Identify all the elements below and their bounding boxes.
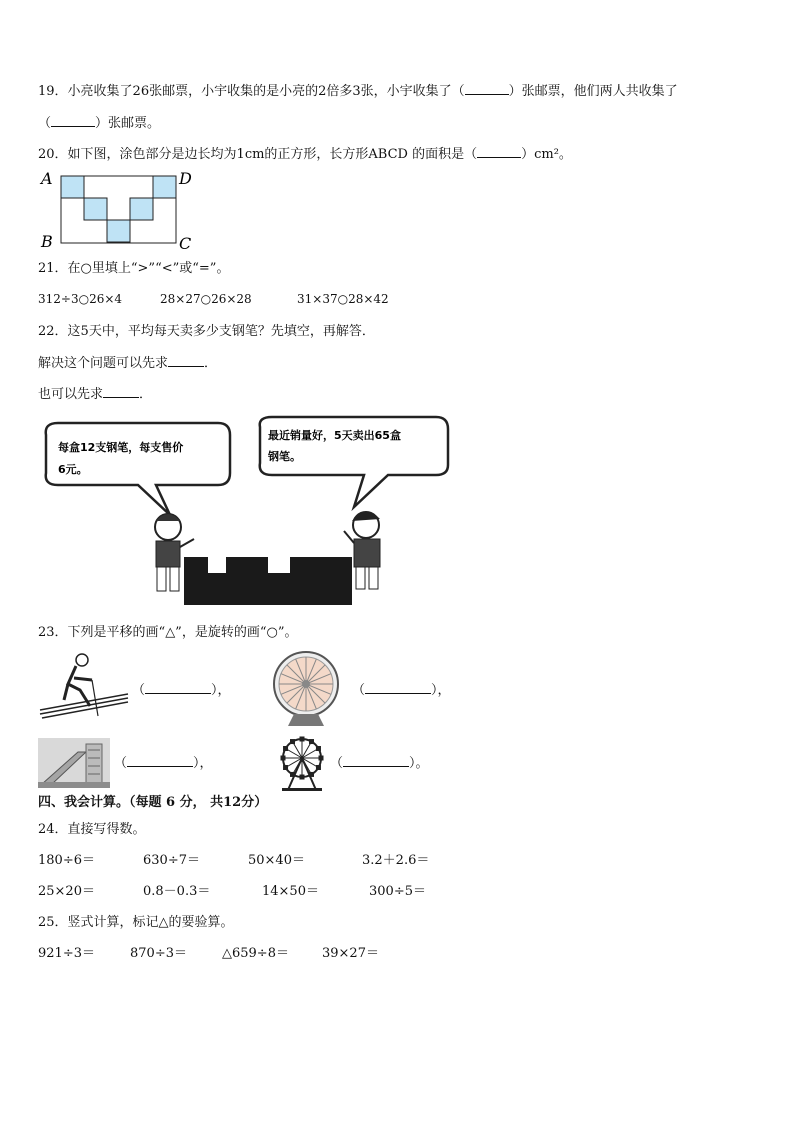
q22-line2-end: ．: [139, 387, 153, 402]
q24-item[interactable]: 0.8－0.3＝: [143, 884, 211, 899]
q24-item[interactable]: 300÷5＝: [369, 884, 426, 899]
fan-wheel-image: [268, 650, 344, 728]
section-4-title: 四、我会计算。（每题 6 分， 共12分）: [38, 795, 268, 810]
q19-blank-1[interactable]: [465, 94, 509, 95]
q23-open-2: （: [352, 683, 366, 698]
q21-item-1[interactable]: 312÷3○26×4: [38, 292, 123, 306]
label-b: B: [41, 232, 53, 251]
q23-answer-4: [330, 756, 429, 772]
q21-title: 21．在○里填上“>”“<”或“=”。: [38, 261, 230, 276]
q22-illustration: [38, 415, 458, 610]
q23-answer-2: [352, 683, 451, 699]
q23-blank-4[interactable]: [343, 766, 409, 767]
q19-close: ）张邮票。: [95, 116, 161, 131]
pen-boxes: [184, 557, 352, 605]
q20-rectangle-figure: [38, 168, 198, 252]
q23-title: 23．下列是平移的画“△”，是旋转的画“○”。: [38, 625, 298, 640]
q23-open-1: （: [132, 683, 146, 698]
q22-line1-text: 解决这个问题可以先求: [38, 356, 169, 371]
q22-blank-1[interactable]: [168, 366, 204, 367]
q20-line: [38, 147, 572, 163]
label-d: D: [179, 169, 192, 188]
q22-line2: [38, 387, 152, 403]
q21-item-3[interactable]: 31×37○28×42: [297, 292, 389, 306]
q25-title: 25．竖式计算，标记△的要验算。: [38, 915, 234, 930]
q24-title: 24．直接写得数。: [38, 822, 146, 837]
q23-answer-1: [132, 683, 231, 699]
q21-item-2[interactable]: 28×27○26×28: [160, 292, 252, 306]
q19-line2: [38, 116, 160, 132]
label-c: C: [179, 234, 192, 253]
q25-item[interactable]: 870÷3＝: [130, 946, 187, 961]
q22-title: 22．这5天中，平均每天卖多少支钢笔？先填空，再解答．: [38, 324, 375, 339]
shaded-square: [61, 176, 84, 198]
q22-blank-2[interactable]: [103, 397, 139, 398]
q24-item[interactable]: 14×50＝: [262, 884, 319, 899]
q19-blank-2[interactable]: [51, 126, 95, 127]
q23-close-1: ），: [211, 683, 231, 698]
shaded-squares: [61, 176, 176, 242]
q23-answer-3: [114, 756, 213, 772]
q23-open-4: （: [330, 756, 344, 771]
label-a: A: [41, 169, 53, 188]
slide-image: [38, 738, 110, 788]
q23-blank-3[interactable]: [127, 766, 193, 767]
q24-item[interactable]: 25×20＝: [38, 884, 95, 899]
q23-open-3: （: [114, 756, 128, 771]
q23-blank-1[interactable]: [145, 693, 211, 694]
shaded-square: [153, 176, 176, 198]
q23-close-4: ）。: [409, 756, 429, 771]
left-bubble-line2: 6元。: [58, 463, 88, 476]
q22-line1-end: ．: [204, 356, 218, 371]
ferris-wheel-image: [276, 736, 328, 792]
shaded-square: [107, 220, 130, 242]
q19-text-b: ）张邮票，他们两人共收集了: [508, 84, 678, 99]
q19-text-a: 19．小亮收集了26张邮票，小宇收集的是小亮的2倍多3张，小宇收集了（: [38, 84, 465, 99]
left-bubble-line1: 每盒12支钢笔，每支售价: [58, 441, 184, 454]
skier-image: [38, 650, 130, 722]
q22-line1: [38, 356, 217, 372]
q25-item[interactable]: △659÷8＝: [222, 946, 289, 961]
q25-item[interactable]: 39×27＝: [322, 946, 379, 961]
q25-item[interactable]: 921÷3＝: [38, 946, 95, 961]
q23-blank-2[interactable]: [365, 693, 431, 694]
shaded-square: [130, 198, 153, 220]
q20-text-b: ）cm²。: [521, 147, 572, 162]
q20-text-a: 20．如下图，涂色部分是边长均为1cm的正方形，长方形ABCD 的面积是（: [38, 147, 478, 162]
q19-line1: [38, 84, 678, 100]
q22-line2-text: 也可以先求: [38, 387, 104, 402]
q23-close-2: ），: [431, 683, 451, 698]
right-bubble-line1: 最近销量好，5天卖出65盒: [268, 429, 401, 442]
q23-close-3: ），: [193, 756, 213, 771]
right-bubble-line2: 钢笔。: [268, 450, 301, 463]
q24-item[interactable]: 50×40＝: [248, 853, 305, 868]
q24-item[interactable]: 630÷7＝: [143, 853, 200, 868]
q24-item[interactable]: 180÷6＝: [38, 853, 95, 868]
q19-open: （: [38, 116, 52, 131]
shaded-square: [84, 198, 107, 220]
q24-item[interactable]: 3.2＋2.6＝: [362, 853, 430, 868]
q20-blank[interactable]: [477, 157, 521, 158]
